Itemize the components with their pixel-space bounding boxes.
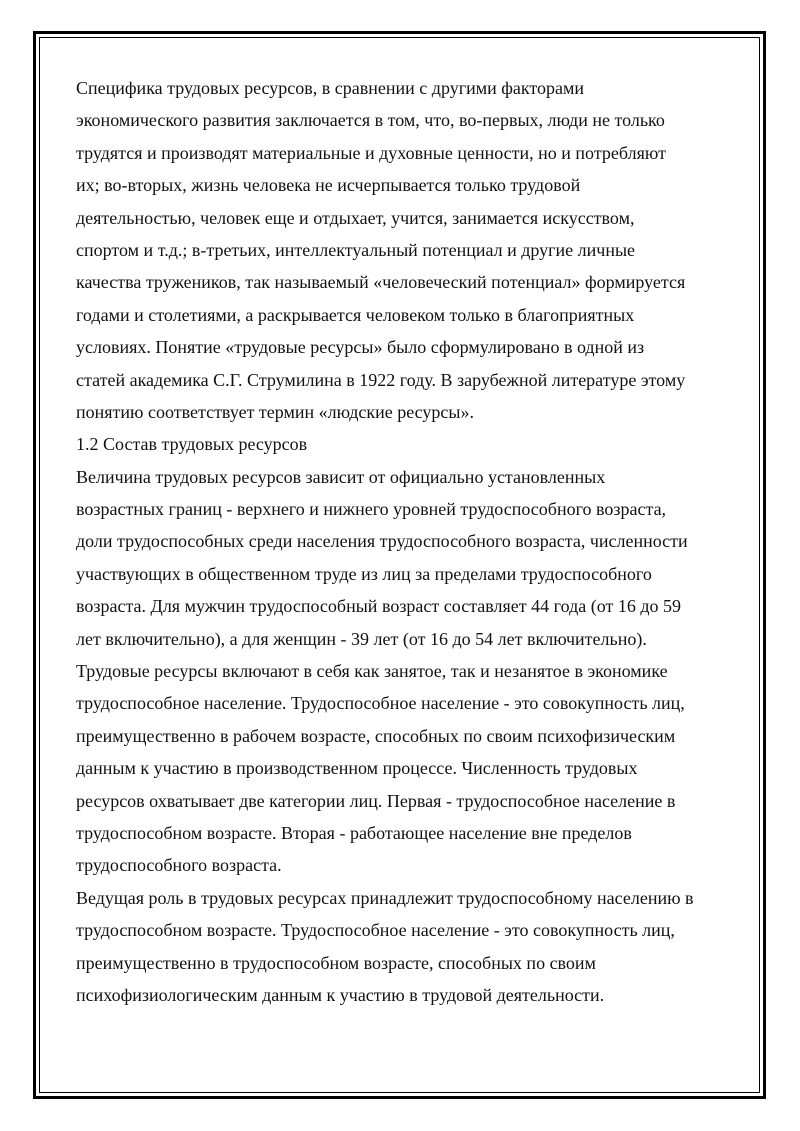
text-line: трудоспособное население. Трудоспособное население - это совокупность лиц, (76, 693, 685, 714)
text-line: трудятся и производят материальные и духовные ценности, но и потребляют (76, 142, 666, 163)
text-line: Специфика трудовых ресурсов, в сравнении с другими факторами (76, 78, 585, 98)
text-line: Трудовые ресурсы включают в себя как занятое, так и незанятое в экономике (76, 661, 668, 682)
text-line: спортом и т.д.; в-третьих, интеллектуальный потенциал и другие личные (76, 239, 636, 260)
paragraph-2 (76, 461, 736, 882)
paragraph-1 (76, 72, 736, 428)
text-line: трудоспособного возраста. (76, 855, 282, 876)
text-line: экономического развития заключается в том, что, во-первых, люди не только (76, 110, 665, 131)
text-line: годами и столетиями, а раскрывается человеком только в благоприятных (76, 304, 635, 325)
text-line: данным к участию в производственном процессе. Численность трудовых (76, 758, 638, 779)
text-line: доли трудоспособных среди населения трудоспособного возраста, численности (76, 531, 688, 552)
text-line: Ведущая роль в трудовых ресурсах принадлежит трудоспособному населению в (76, 887, 694, 908)
text-line: участвующих в общественном труде из лиц за пределами трудоспособного (76, 563, 652, 584)
text-line: трудоспособном возрасте. Трудоспособное население - это совокупность лиц, (76, 920, 675, 941)
paragraph-3 (76, 882, 736, 1012)
text-line: преимущественно в рабочем возрасте, способных по своим психофизическим (76, 725, 676, 746)
text-line: Величина трудовых ресурсов зависит от официально установленных (76, 466, 606, 487)
text-line: статей академика С.Г. Струмилина в 1922 году. В зарубежной литературе этому (76, 369, 686, 390)
text-line: ресурсов охватывает две категории лиц. Первая - трудоспособное население в (76, 790, 676, 811)
text-line: трудоспособном возрасте. Вторая - работающее население вне пределов (76, 822, 632, 843)
text-line: возраста. Для мужчин трудоспособный возраст составляет 44 года (от 16 до 59 (76, 596, 681, 617)
text-line: преимущественно в трудоспособном возрасте, способных по своим (76, 952, 596, 973)
text-line: деятельностью, человек еще и отдыхает, учится, занимается искусством, (76, 207, 635, 228)
document-body (76, 72, 736, 1011)
text-line: понятию соответствует термин «людские ресурсы». (76, 401, 474, 422)
text-line: возрастных границ - верхнего и нижнего уровней трудоспособного возраста, (76, 499, 667, 520)
section-heading: 1.2 Состав трудовых ресурсов (76, 434, 308, 455)
text-line: лет включительно), а для женщин - 39 лет (от 16 до 54 лет включительно). (76, 628, 647, 649)
text-line: условиях. Понятие «трудовые ресурсы» было сформулировано в одной из (76, 337, 645, 358)
text-line: психофизиологическим данным к участию в трудовой деятельности. (76, 984, 605, 1005)
text-line: их; во-вторых, жизнь человека не исчерпывается только трудовой (76, 175, 581, 196)
text-line: качества тружеников, так называемый «человеческий потенциал» формируется (76, 272, 686, 293)
